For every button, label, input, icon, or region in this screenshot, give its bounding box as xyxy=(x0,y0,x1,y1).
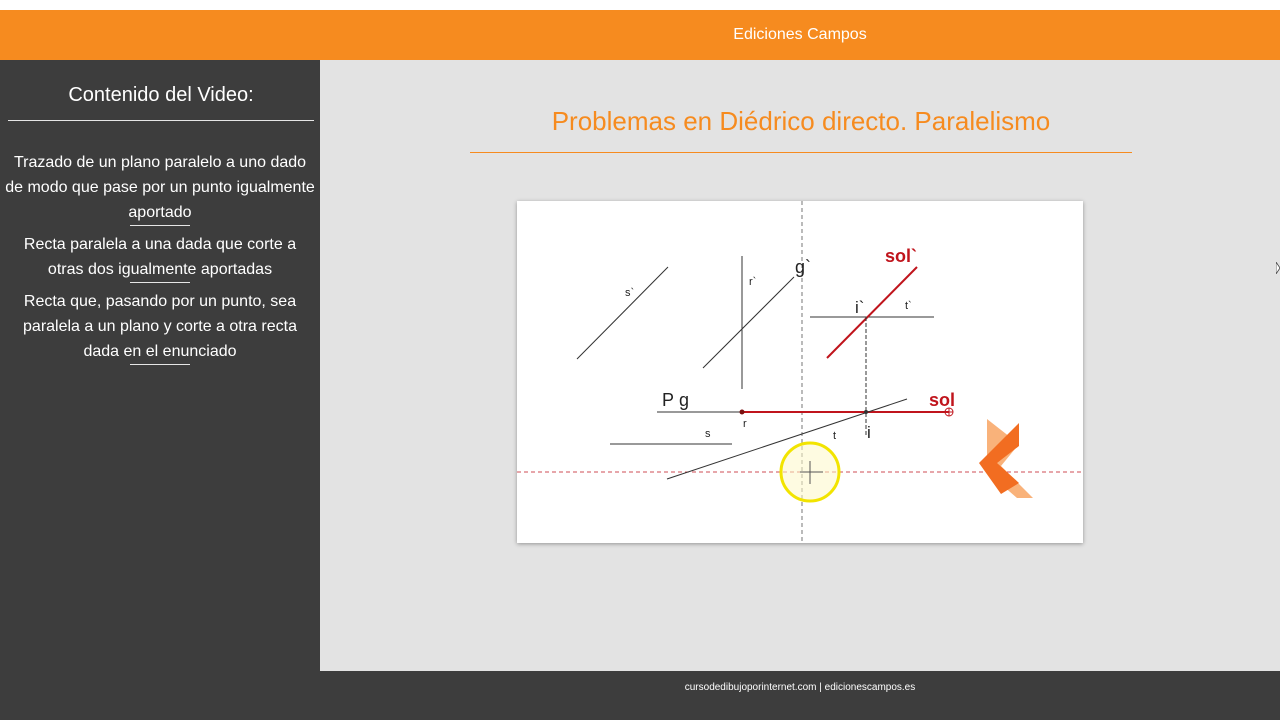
site-title[interactable]: Ediciones Campos xyxy=(733,26,867,43)
line-g-prime xyxy=(703,277,794,368)
sidebar-divider xyxy=(8,120,314,121)
item-separator xyxy=(130,364,190,365)
label-r: r xyxy=(743,418,747,430)
label-g-prime: g` xyxy=(795,257,812,277)
label-g: g xyxy=(679,390,690,410)
sidebar-items xyxy=(4,150,316,371)
ediciones-campos-logo-icon xyxy=(979,419,1033,498)
cursor-arrow-icon xyxy=(1276,262,1280,274)
line-sol-prime xyxy=(827,267,917,358)
label-i: i xyxy=(867,423,871,442)
title-divider xyxy=(470,152,1132,153)
sidebar-item[interactable]: Trazado de un plano paralelo a uno dado de modo que pase por un punto igualmente aportado xyxy=(5,154,315,221)
point-r xyxy=(740,410,745,415)
label-s: s xyxy=(705,428,711,440)
label-i-prime: i` xyxy=(855,298,865,317)
line-s-prime xyxy=(577,267,668,359)
item-separator xyxy=(130,282,190,283)
footer xyxy=(0,671,1280,720)
main-content xyxy=(320,60,1280,671)
footer-links[interactable]: cursodedibujoporinternet.com | edicionescampos.es xyxy=(684,682,916,693)
label-r-prime: r` xyxy=(749,276,757,288)
label-s-prime: s` xyxy=(625,287,635,299)
item-separator xyxy=(130,225,190,226)
label-p: P xyxy=(662,390,675,410)
sidebar-item[interactable]: Recta paralela a una dada que corte a otras dos igualmente aportadas xyxy=(23,236,297,278)
video-player[interactable] xyxy=(517,201,1083,543)
sidebar xyxy=(0,60,320,671)
label-sol-prime: sol` xyxy=(885,246,918,266)
label-t: t xyxy=(833,430,837,442)
video-title: Problemas en Diédrico directo. Paralelismo xyxy=(551,106,1051,136)
top-bar xyxy=(0,10,1280,60)
label-sol: sol xyxy=(929,390,956,410)
label-t-prime: t` xyxy=(905,300,912,312)
sidebar-heading: Contenido del Video: xyxy=(68,84,254,106)
diedrico-drawing xyxy=(517,201,1083,543)
sidebar-item[interactable]: Recta que, pasando por un punto, sea paralela a un plano y corte a otra recta dada en el enunciado xyxy=(23,293,297,360)
